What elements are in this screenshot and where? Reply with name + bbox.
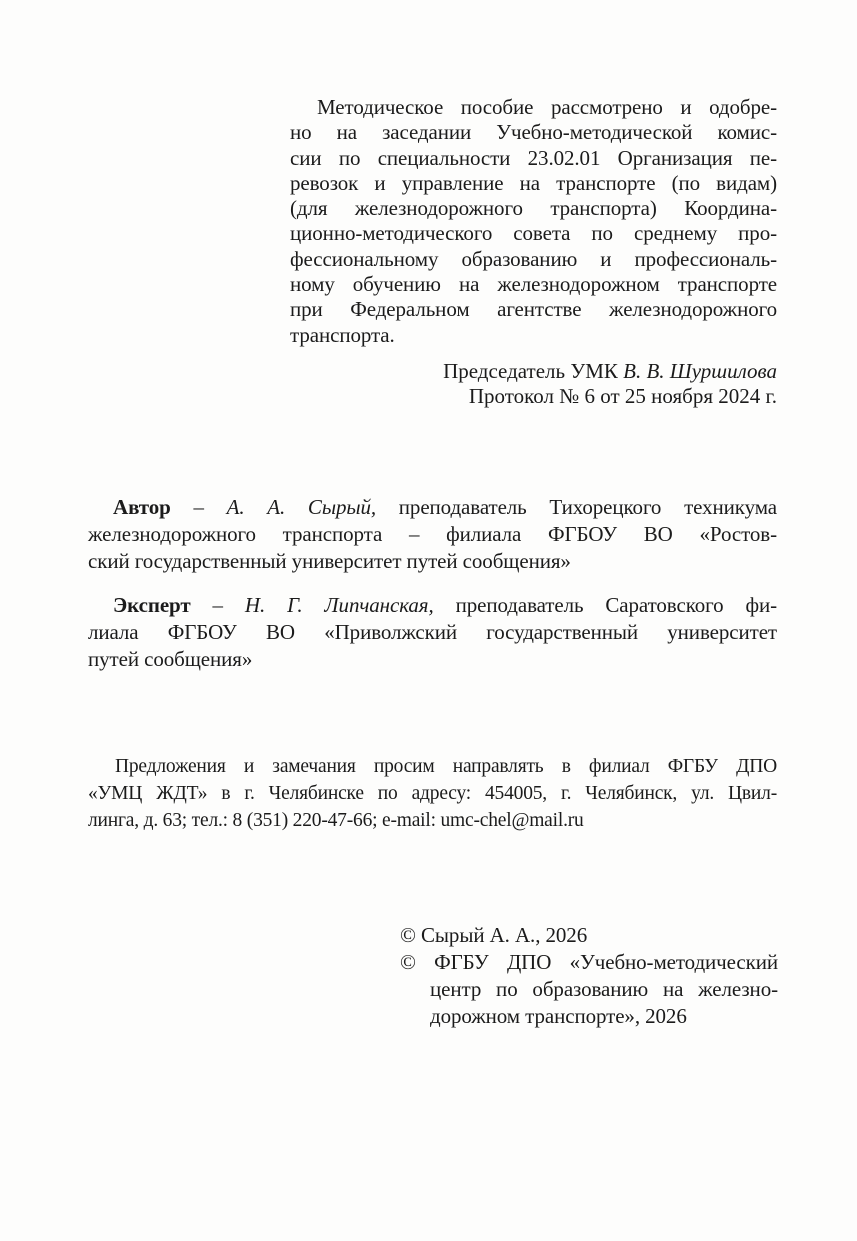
text-line: центр по образованию на железно- [430,977,778,1001]
chairman-role: Председатель УМК [443,359,618,383]
author-dash: – [193,495,204,519]
author-label: Автор [113,495,171,519]
text-line: ревозок и управление на транспорте (по видам) [290,170,777,195]
copyright-entry-publisher [400,949,778,1030]
feedback-paragraph [88,753,777,834]
author-line-3: ский государственный университет путей сообщения» [88,549,571,573]
text-line: © Сырый А. А., 2026 [400,923,588,947]
text-line: транспорта. [290,322,395,347]
author-name: А. А. Сырый, [226,495,377,519]
text-line: линга, д. 63; тел.: 8 (351) 220-47-66; e-mail: umc-chel@mail.ru [88,810,584,831]
protocol-line: Протокол № 6 от 25 ноября 2024 г. [468,384,777,408]
expert-name: Н. Г. Липчанская, [244,593,434,617]
chairman-name: В. В. Шуршилова [623,359,777,383]
chairman-line [443,359,777,384]
text-line: ному обучению на железнодорожном транспорте [290,272,777,297]
text-line: дорожном транспорте», 2026 [430,1004,687,1028]
text-line: Предложения и замечания просим направлять в филиал ФГБУ ДПО [115,756,777,777]
text-line: но на заседании Учебно-методической комис- [290,120,777,145]
author-line-2: железнодорожного транспорта – филиала ФГБОУ ВО «Ростов- [88,522,777,546]
text-line: фессиональному образованию и профессиональ- [290,246,777,271]
text-line: © ФГБУ ДПО «Учебно-методический [400,950,778,974]
author-line-1 [88,494,777,521]
expert-paragraph [88,592,777,673]
expert-line-1-rest: преподаватель Саратовского фи- [455,593,778,617]
expert-line-2: лиала ФГБОУ ВО «Приволжский государственный университет [88,620,777,644]
approval-paragraph [290,95,777,348]
expert-line-1 [88,592,777,619]
copyright-entry-author [400,922,778,949]
expert-dash: – [212,593,223,617]
signature-block [443,359,777,409]
author-paragraph [88,494,777,575]
copyright-block [400,922,778,1030]
expert-label: Эксперт [113,593,191,617]
text-line: Методическое пособие рассмотрено и одобре- [317,95,777,119]
text-line: сии по специальности 23.02.01 Организация пе- [290,145,777,170]
text-line: «УМЦ ЖДТ» в г. Челябинске по адресу: 454005, г. Челябинск, ул. Цвил- [88,783,777,804]
expert-line-3: путей сообщения» [88,647,253,671]
text-line: при Федеральном агентстве железнодорожного [290,297,777,322]
author-line-1-rest: преподаватель Тихорецкого техникума [398,495,777,519]
text-line: ционно-методического совета по среднему про- [290,221,777,246]
text-line: (для железнодорожного транспорта) Координа- [290,196,777,221]
